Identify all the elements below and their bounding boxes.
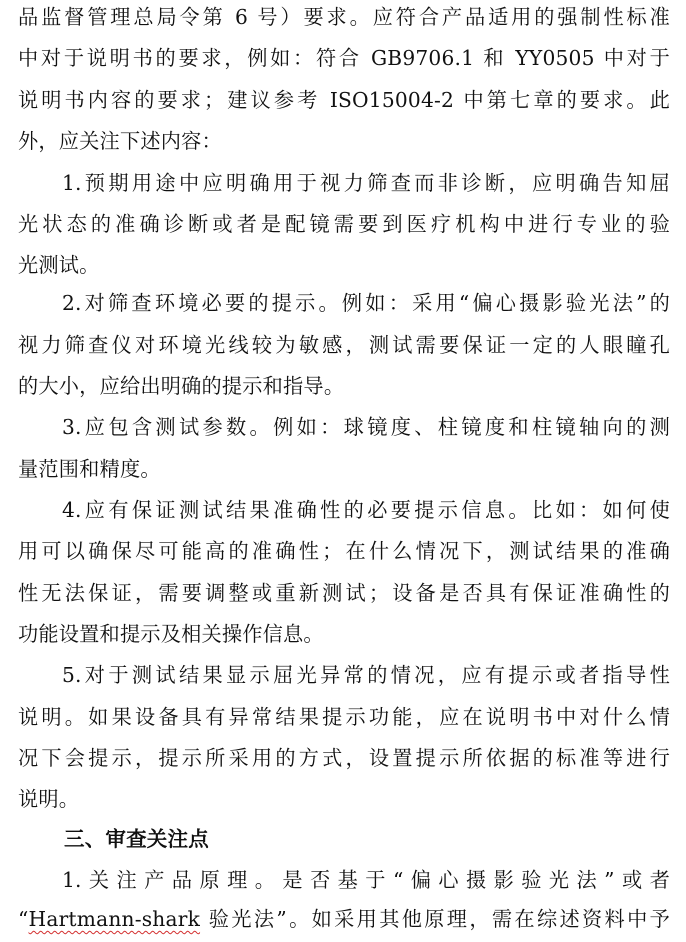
spellcheck-flagged-term: Hartmann-shark [28,907,201,931]
review-line-2-open-quote: “ [18,907,29,931]
review-line-2 [18,904,670,934]
item-5-line-4: 说明。 [18,787,80,811]
review-line-2-rest: 验光法”。如采用其他原理，需在综述资料中予 [200,907,670,931]
item-5-line-1: 5.对于测试结果显示屈光异常的情况，应有提示或者指导性 [62,663,670,687]
item-1-line-3: 光测试。 [18,253,100,277]
item-4-line-1: 4.应有保证测试结果准确性的必要提示信息。比如：如何使 [62,498,670,522]
item-2-line-2: 视力筛查仪对环境光线较为敏感，测试需要保证一定的人眼瞳孔 [18,333,670,357]
item-1-line-1: 1.预期用途中应明确用于视力筛查而非诊断，应明确告知屈 [62,171,670,195]
item-3-line-1: 3.应包含测试参数。例如：球镜度、柱镜度和柱镜轴向的测 [62,415,670,439]
item-5-line-2: 说明。如果设备具有异常结果提示功能，应在说明书中对什么情 [18,705,670,729]
item-1-line-2: 光状态的准确诊断或者是配镜需要到医疗机构中进行专业的验 [18,212,670,236]
item-2-line-1: 2.对筛查环境必要的提示。例如：采用“偏心摄影验光法”的 [62,291,670,315]
section-heading: 三、审查关注点 [64,827,209,851]
item-2-line-3: 的大小，应给出明确的提示和指导。 [18,374,345,398]
intro-line-3: 说明书内容的要求；建议参考 ISO15004-2 中第七章的要求。此 [18,88,670,112]
item-4-line-3: 性无法保证，需要调整或重新测试；设备是否具有保证准确性的 [18,581,670,605]
item-3-line-2: 量范围和精度。 [18,457,161,481]
intro-line-2: 中对于说明书的要求，例如：符合 GB9706.1 和 YY0505 中对于 [18,46,670,70]
intro-line-4: 外，应关注下述内容： [18,129,222,153]
intro-line-1: 品监督管理总局令第 6 号）要求。应符合产品适用的强制性标准 [18,5,670,29]
item-4-line-2: 用可以确保尽可能高的准确性；在什么情况下，测试结果的准确 [18,539,670,563]
review-line-1: 1.关注产品原理。是否基于“偏心摄影验光法”或者 [62,868,670,892]
item-4-line-4: 功能设置和提示及相关操作信息。 [18,622,324,646]
item-5-line-3: 况下会提示，提示所采用的方式，设置提示所依据的标准等进行 [18,746,670,770]
